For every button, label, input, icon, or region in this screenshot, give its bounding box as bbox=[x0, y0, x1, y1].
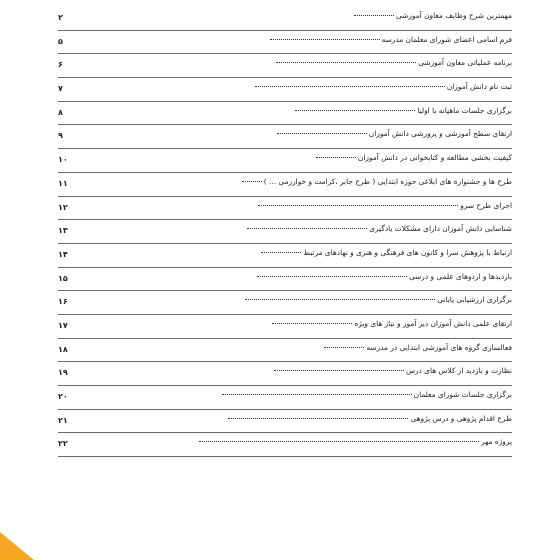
row-divider bbox=[58, 53, 512, 54]
row-divider bbox=[58, 219, 512, 220]
toc-entry bbox=[199, 437, 512, 446]
dot-leader bbox=[257, 275, 407, 277]
toc-entry-title: طرح ها و جشنواره های ابلاغی حوزه ابتدایی ( طرح جابر ،کرامت و خوارزمی ... ) bbox=[263, 176, 512, 186]
dot-leader bbox=[276, 61, 416, 63]
dot-leader bbox=[247, 227, 367, 229]
toc-row[interactable] bbox=[58, 126, 512, 150]
toc-page-number: ۱۷ bbox=[58, 320, 68, 330]
toc-entry bbox=[295, 106, 512, 115]
toc-page-number: ۸ bbox=[58, 107, 63, 117]
dot-leader bbox=[242, 180, 262, 182]
toc-entry-title: طرح اقدام پژوهی و درس پژوهی bbox=[410, 413, 512, 423]
dot-leader bbox=[277, 132, 367, 134]
toc-row[interactable] bbox=[58, 434, 512, 458]
toc-entry bbox=[222, 390, 512, 399]
toc-entry-title: نظارت و بازدید از کلاس های درس bbox=[405, 366, 512, 376]
dot-leader bbox=[324, 346, 364, 348]
toc-row[interactable] bbox=[58, 316, 512, 340]
dot-leader bbox=[295, 109, 415, 111]
toc-entry bbox=[247, 224, 512, 233]
toc-page-number: ۱۳ bbox=[58, 226, 68, 236]
dot-leader bbox=[228, 417, 408, 419]
toc-entry-title: پروژه مهر bbox=[481, 437, 512, 447]
toc-entry bbox=[274, 366, 512, 375]
toc-page-number: ۱۱ bbox=[58, 178, 68, 188]
row-divider bbox=[58, 409, 512, 410]
toc-entry bbox=[354, 11, 512, 20]
dot-leader bbox=[274, 369, 404, 371]
toc-row[interactable] bbox=[58, 198, 512, 222]
toc-entry-title: کیفیت بخشی مطالعه و کتابخوانی در دانش آموزان bbox=[357, 153, 512, 163]
toc-page-number: ۱۵ bbox=[58, 273, 68, 283]
toc-row[interactable] bbox=[58, 292, 512, 316]
toc-entry-title: ارتقای علمی دانش آموزان دیر آموز و نیاز های ویژه bbox=[354, 318, 512, 328]
toc-entry bbox=[245, 295, 512, 304]
toc-entry bbox=[272, 319, 512, 328]
toc-row[interactable] bbox=[58, 174, 512, 198]
row-divider bbox=[58, 148, 512, 149]
row-divider bbox=[58, 432, 512, 433]
dot-leader bbox=[255, 85, 445, 87]
toc-entry bbox=[270, 35, 512, 44]
row-divider bbox=[58, 77, 512, 78]
row-divider bbox=[58, 101, 512, 102]
toc-entry bbox=[242, 177, 512, 186]
dot-leader bbox=[316, 156, 356, 158]
corner-triangle-decoration bbox=[0, 510, 50, 560]
toc-page-number: ۱۶ bbox=[58, 297, 68, 307]
row-divider bbox=[58, 243, 512, 244]
toc-page-number: ۷ bbox=[58, 84, 63, 94]
toc-row[interactable] bbox=[58, 8, 512, 32]
toc-row[interactable] bbox=[58, 55, 512, 79]
dot-leader bbox=[272, 322, 352, 324]
toc-row[interactable] bbox=[58, 411, 512, 435]
dot-leader bbox=[270, 38, 380, 40]
toc-entry-title: فرم اسامی اعضای شورای معلمان مدرسه bbox=[381, 34, 512, 44]
toc-row[interactable] bbox=[58, 363, 512, 387]
toc-page-number: ۲ bbox=[58, 13, 63, 22]
toc-page-number: ۲۰ bbox=[58, 392, 68, 401]
toc-page-number: ۶ bbox=[58, 60, 63, 70]
row-divider bbox=[58, 361, 512, 362]
toc-page-number: ۲۲ bbox=[58, 439, 68, 449]
toc-entry-title: ارتباط با پژوهش سرا و کانون های فرهنگی و هنری و نهادهای مرتبط bbox=[303, 247, 512, 257]
toc-entry bbox=[276, 58, 512, 67]
toc-entry-title: ارتقای سطح آموزشی و پرورشی دانش آموزان bbox=[368, 129, 512, 139]
toc-entry-title: شناسایی دانش آموزان دارای مشکلات یادگیری bbox=[369, 224, 512, 234]
toc-row[interactable] bbox=[58, 103, 512, 127]
toc-entry bbox=[257, 272, 512, 281]
dot-leader bbox=[199, 440, 479, 442]
toc-row[interactable] bbox=[58, 269, 512, 293]
toc-entry bbox=[324, 343, 512, 352]
toc-row[interactable] bbox=[58, 79, 512, 103]
toc-page-number: ۱۰ bbox=[58, 155, 68, 165]
row-divider bbox=[58, 267, 512, 268]
dot-leader bbox=[354, 14, 394, 16]
toc-entry-title: بازدیدها و اردوهای علمی و درسی bbox=[408, 271, 512, 281]
toc-entry-title: برگزاری جلسات ماهیانه با اولیا bbox=[417, 105, 512, 115]
toc-entry-title: برنامه عملیاتی معاون آموزشی bbox=[418, 58, 512, 68]
row-divider bbox=[58, 196, 512, 197]
toc-page-number: ۹ bbox=[58, 131, 63, 141]
toc-entry bbox=[261, 248, 512, 257]
toc-entry bbox=[258, 201, 512, 210]
row-divider bbox=[58, 124, 512, 125]
toc-row[interactable] bbox=[58, 387, 512, 411]
dot-leader bbox=[245, 298, 435, 300]
dot-leader bbox=[261, 251, 301, 253]
toc-row[interactable] bbox=[58, 221, 512, 245]
toc-entry-title: فعالسازی گروه های آموزشی ابتدایی در مدرسه bbox=[366, 342, 512, 352]
toc-entry bbox=[277, 129, 512, 138]
toc-entry-title: برگزاری جلسات شورای معلمان bbox=[413, 390, 512, 399]
toc-page-number: ۱۹ bbox=[58, 368, 68, 378]
toc-entry bbox=[255, 82, 512, 91]
row-divider bbox=[58, 30, 512, 31]
table-of-contents bbox=[58, 8, 512, 458]
toc-row[interactable] bbox=[58, 340, 512, 364]
toc-row[interactable] bbox=[58, 245, 512, 269]
toc-entry-title: برگزاری ارزشیابی پایانی bbox=[437, 295, 512, 305]
toc-row[interactable] bbox=[58, 32, 512, 56]
row-divider bbox=[58, 290, 512, 291]
row-divider bbox=[58, 456, 512, 457]
toc-page-number: ۱۸ bbox=[58, 344, 68, 354]
dot-leader bbox=[258, 204, 458, 206]
toc-entry-title: مهمترین شرح وظایف معاون آموزشی bbox=[395, 11, 512, 20]
toc-entry bbox=[316, 153, 512, 162]
dot-leader bbox=[222, 393, 412, 395]
toc-entry-title: ثبت نام دانش آموزان bbox=[446, 82, 512, 92]
row-divider bbox=[58, 314, 512, 315]
toc-row[interactable] bbox=[58, 150, 512, 174]
row-divider bbox=[58, 385, 512, 386]
toc-page-number: ۲۱ bbox=[58, 415, 68, 425]
row-divider bbox=[58, 172, 512, 173]
toc-entry bbox=[228, 414, 512, 423]
toc-page-number: ۱۴ bbox=[58, 249, 68, 259]
toc-page-number: ۵ bbox=[58, 36, 63, 46]
row-divider bbox=[58, 338, 512, 339]
toc-entry-title: اجرای طرح سرو bbox=[460, 200, 512, 210]
toc-page-number: ۱۲ bbox=[58, 202, 68, 212]
